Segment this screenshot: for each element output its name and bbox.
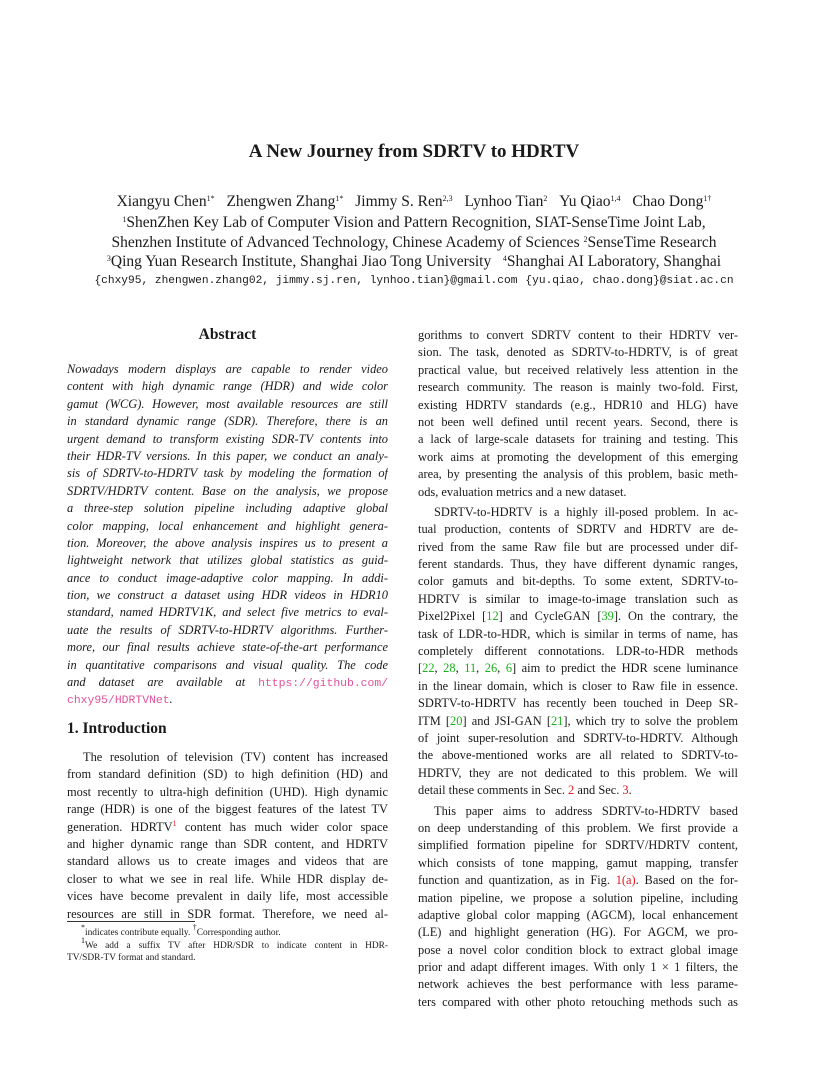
author: Chao Dong$^{1\dagger}$ [632, 193, 712, 210]
intro-paragraph: The resolution of television (TV) content has increased from standard definition (SD) to high definition (HD) and most recently to ultra-high definition (UHD). High dynamic range (HDR) is one of the biggest features of the latest TV generation. HDRTV$^1$ content has much wider color space and higher dynamic range than SDR content, and HDRTV standard allows us to create images and videos that are closer to what we see in real life. While HDR display de- vices have become prevalent in daily life, most accessible resources are still in SDR format. Therefore, we need al- [67, 750, 388, 921]
footnote: $^1$We add a suffix TV after HDR/SDR to indicate content in HDR- [81, 935, 388, 951]
abstract-body: Nowadays modern displays are capable to render video content with high dynamic range (HDR) and wide color gamut (WCG). However, most available resources are still in standard dynamic range (SDR). Therefore, there is an urgent demand to transform existing SDR-TV contents into their HDR-TV versions. In this paper, we conduct an analy- sis of SDRTV-to-HDRTV task by modeling the formation of SDRTV/HDRTV content. Base on the analysis, we propose a three-step solution pipeline including adaptive global color mapping, local enhancement and highlight genera- tion. Moreover, the above analysis inspires us to present a lightweight network that utilizes global statistics as guid- ance to conduct image-adaptive color mapping. In addi- tion, we construct a dataset using HDR videos in HDR10 standard, named HDRTV1K, and select five metrics to eval- uate the results of SDRTV-to-HDRTV algorithms. Further- more, our final results achieve state-of-the-art performance in quantitative comparisons and visual quality. The code and dataset are available at https://github.com/ chxy95/HDRTVNet. [67, 362, 388, 708]
section-heading-introduction: 1. Introduction [67, 720, 167, 737]
author: Lynhoo Tian$^2$ [464, 193, 548, 210]
citation-link[interactable]: 21 [550, 713, 564, 728]
citation-link[interactable]: 26 [484, 661, 498, 676]
section-link[interactable]: 3 [622, 783, 629, 798]
figure-link[interactable]: 1(a) [615, 873, 636, 888]
footnotes: *indicates contribute equally. †Corresponding author. $^1$We add a suffix TV after HDR/SDR to indicate content in HDR- TV/SDR-TV format and standard. [67, 923, 388, 964]
abstract-heading: Abstract [198, 326, 257, 343]
affiliation-line-1: $^1$ShenZhen Key Lab of Computer Vision and Pattern Recognition, SIAT-SenseTime Joint Lab, [122, 214, 706, 231]
section-link[interactable]: 2 [568, 783, 575, 798]
code-link[interactable]: chxy95/HDRTVNet [67, 695, 170, 708]
footnote-ref[interactable]: 1 [172, 818, 177, 828]
paragraph: SDRTV-to-HDRTV is a highly ill-posed problem. In ac- tual production, contents of SDRTV and HDRTV are de- rived from the same Raw file but are processed under dif- ferent standards. Thus, they have different dynamic ranges, color gamuts and bit-depths. To some extent, SDRTV-to- HDRTV is similar to image-to-image translation such as Pixel2Pixel [12] and CycleGAN [39]. On the contrary, the task of LDR-to-HDR, which is similar in terms of name, has completely different connotations. LDR-to-HDR methods [22, 28, 11, 26, 6] aim to predict the HDR scene luminance in the linear domain, which is closer to Raw file in essence. SDRTV-to-HDRTV has recently been touched in Deep SR- ITM [20] and JSI-GAN [21], which try to solve the problem of joint super-resolution and SDRTV-to-HDRTV. Although the above-mentioned works are all related to SDRTV-to- HDRTV, they are not dedicated to this problem. We will detail these comments in Sec. 2 and Sec. 3. [418, 504, 738, 798]
citation-link[interactable]: 12 [486, 609, 499, 624]
paragraph: gorithms to convert SDRTV content to their HDRTV ver- sion. The task, denoted as SDRTV-to-HDRTV, is of great practical value, but received relatively less attention in the research community. The reason is mainly two-fold. First, existing HDRTV standards (e.g., HDR10 and HLG) have not been well defined until recent years. Second, there is a lack of large-scale datasets for training and testing. This work aims at promoting the development of this emerging area, by presenting the analysis of this problem, basic meth- ods, evaluation metrics and a new dataset. [418, 328, 738, 499]
paragraph: This paper aims to address SDRTV-to-HDRTV based on deep understanding of this problem. We first provide a simplified formation pipeline for SDRTV/HDRTV content, which consists of tone mapping, gamut mapping, transfer function and quantization, as in Fig. 1(a). Based on the for- mation pipeline, we propose a solution pipeline, including adaptive global color mapping (AGCM), local enhancement (LE) and highlight generation (HG). For AGCM, we pro- pose a novel color condition block to extract global image prior and adapt different images. With only 1 × 1 filters, the network achieves the best performance with less parame- ters compared with other photo retouching methods such as [418, 803, 738, 1009]
author: Xiangyu Chen$^{1*}$ [116, 193, 215, 210]
abstract-url-line: and dataset are available at https://github.com/ [67, 675, 388, 691]
affiliation-line-3: $^3$Qing Yuan Research Institute, Shanghai Jiao Tong University $^4$Shanghai AI Laboratory, Shanghai [106, 253, 722, 270]
footnote-rule [67, 921, 195, 922]
citation-link[interactable]: 22 [422, 661, 435, 676]
email-group: {chxy95, zhengwen.zhang02, jimmy.sj.ren, lynhoo.tian}@gmail.com [94, 275, 518, 287]
affiliation-line-2: Shenzhen Institute of Advanced Technology, Chinese Academy of Sciences $^2$SenseTime Research [111, 234, 717, 251]
author-list [0, 192, 828, 212]
author: Jimmy S. Ren$^{2,3}$ [355, 193, 453, 210]
email-group: {yu.qiao, chao.dong}@siat.ac.cn [525, 275, 734, 287]
citation-link[interactable]: 6 [505, 661, 513, 676]
author-emails [0, 275, 828, 287]
citation-link[interactable]: 20 [450, 713, 463, 728]
math-inline: 1 × 1 [650, 960, 681, 975]
citation-link[interactable]: 39 [601, 609, 614, 624]
footnote: *indicates contribute equally. †Corresponding author. [81, 923, 281, 938]
paper-title: A New Journey from SDRTV to HDRTV [248, 141, 580, 162]
author: Zhengwen Zhang$^{1*}$ [226, 193, 344, 210]
code-link[interactable]: https://github.com/ [258, 678, 388, 691]
right-column [418, 327, 738, 1011]
author: Yu Qiao$^{1,4}$ [559, 193, 621, 210]
citation-link[interactable]: 28 [443, 661, 456, 676]
citation-link[interactable]: 11 [464, 661, 477, 676]
